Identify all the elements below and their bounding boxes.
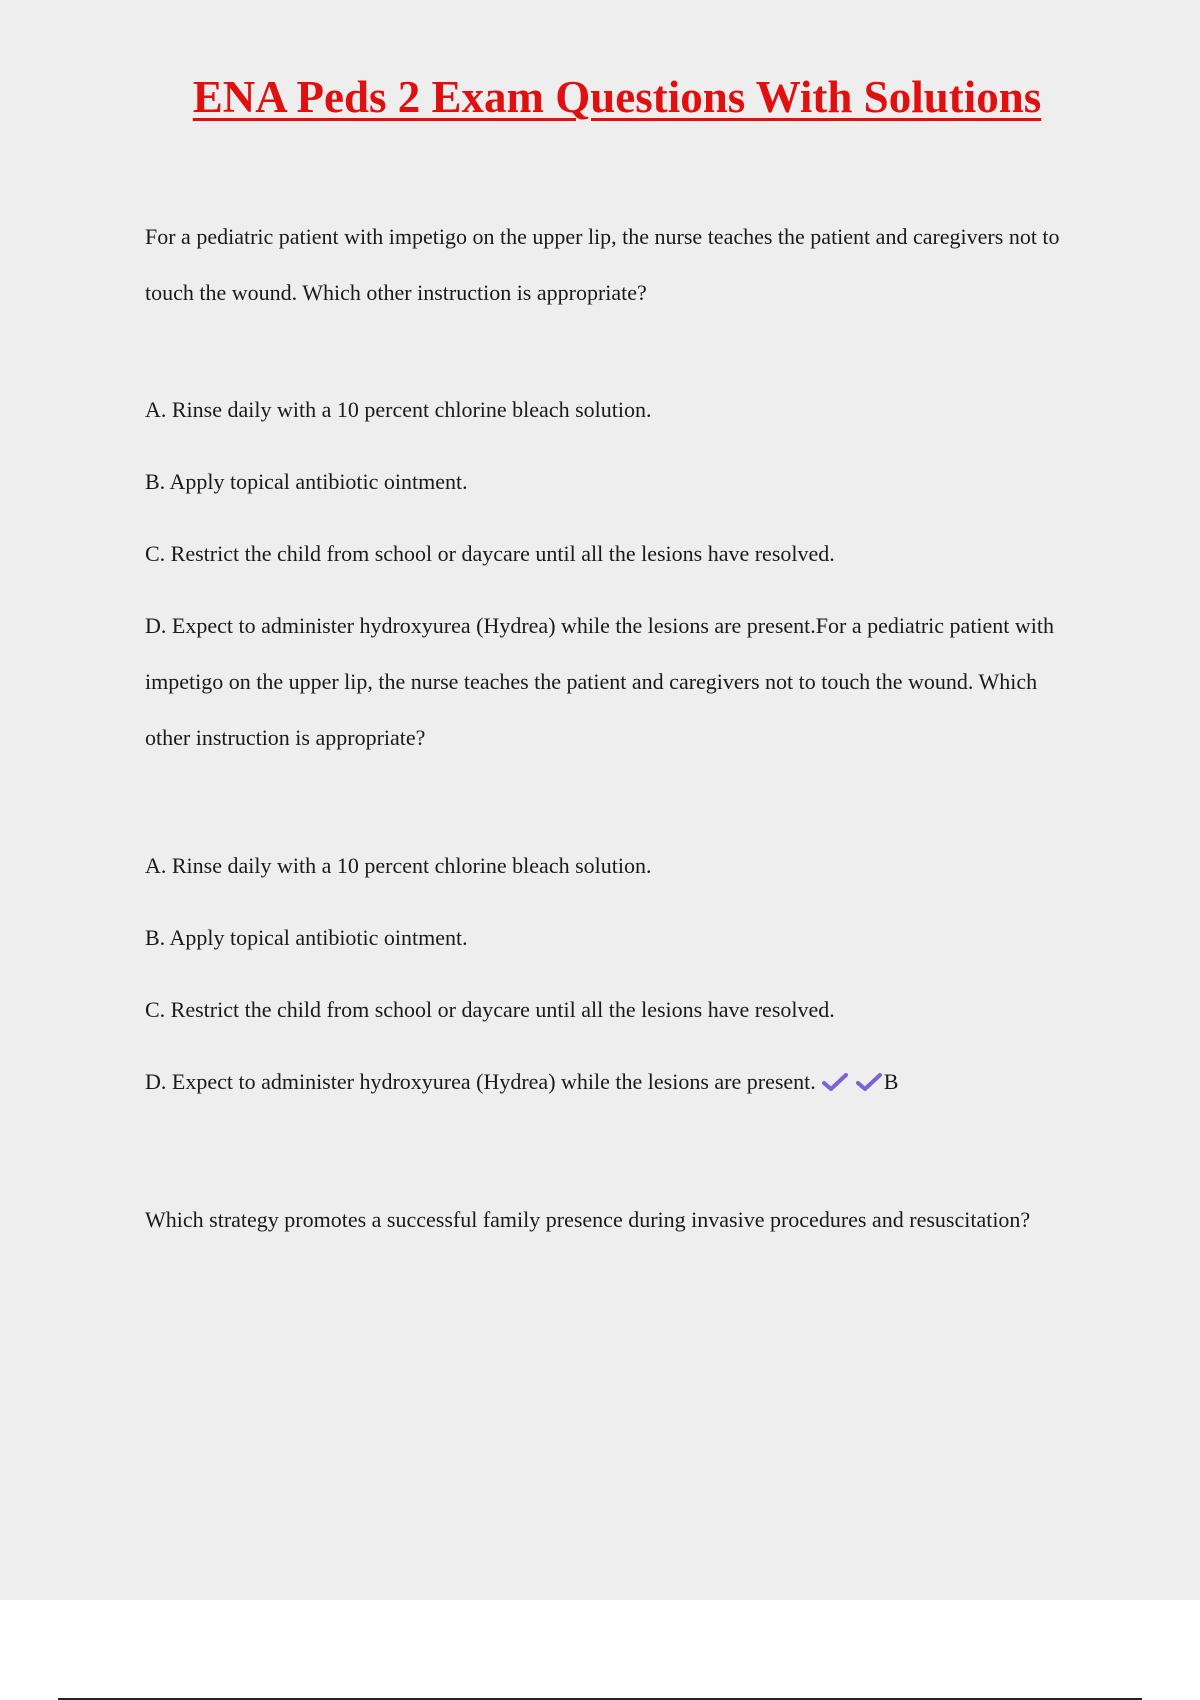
answer-label: B [883,1069,899,1094]
question-2-option-d: D. Expect to administer hydroxyurea (Hydrea) while the lesions are present. [145,1069,816,1094]
check-icon [822,1072,848,1092]
question-1-stem: For a pediatric patient with impetigo on the upper lip, the nurse teaches the patient and caregivers not to touch the wound. Which other instruction is appropriate? [145,224,1060,305]
question-2-option-d-line [145,1054,1075,1110]
question-2-option-c: C. Restrict the child from school or daycare until all the lesions have resolved. [145,997,835,1022]
question-1-option-c: C. Restrict the child from school or daycare until all the lesions have resolved. [145,541,835,566]
question-2-option-a: A. Rinse daily with a 10 percent chlorine bleach solution. [145,853,652,878]
question-2-option-b: B. Apply topical antibiotic ointment. [145,925,468,950]
document-title: ENA Peds 2 Exam Questions With Solutions [192,72,1042,122]
check-icon [856,1072,882,1092]
question-1-option-d: D. Expect to administer hydroxyurea (Hydrea) while the lesions are present.For a pediatric patient with impetigo on the upper lip, the nurse teaches the patient and caregivers not to touch the wound. Which other instruction is appropriate? [145,613,1055,750]
document-body [145,209,1075,1248]
question-3-stem: Which strategy promotes a successful family presence during invasive procedures and resuscitation? [145,1207,1031,1232]
question-1-option-a: A. Rinse daily with a 10 percent chlorine bleach solution. [145,397,652,422]
question-1-option-b: B. Apply topical antibiotic ointment. [145,469,468,494]
